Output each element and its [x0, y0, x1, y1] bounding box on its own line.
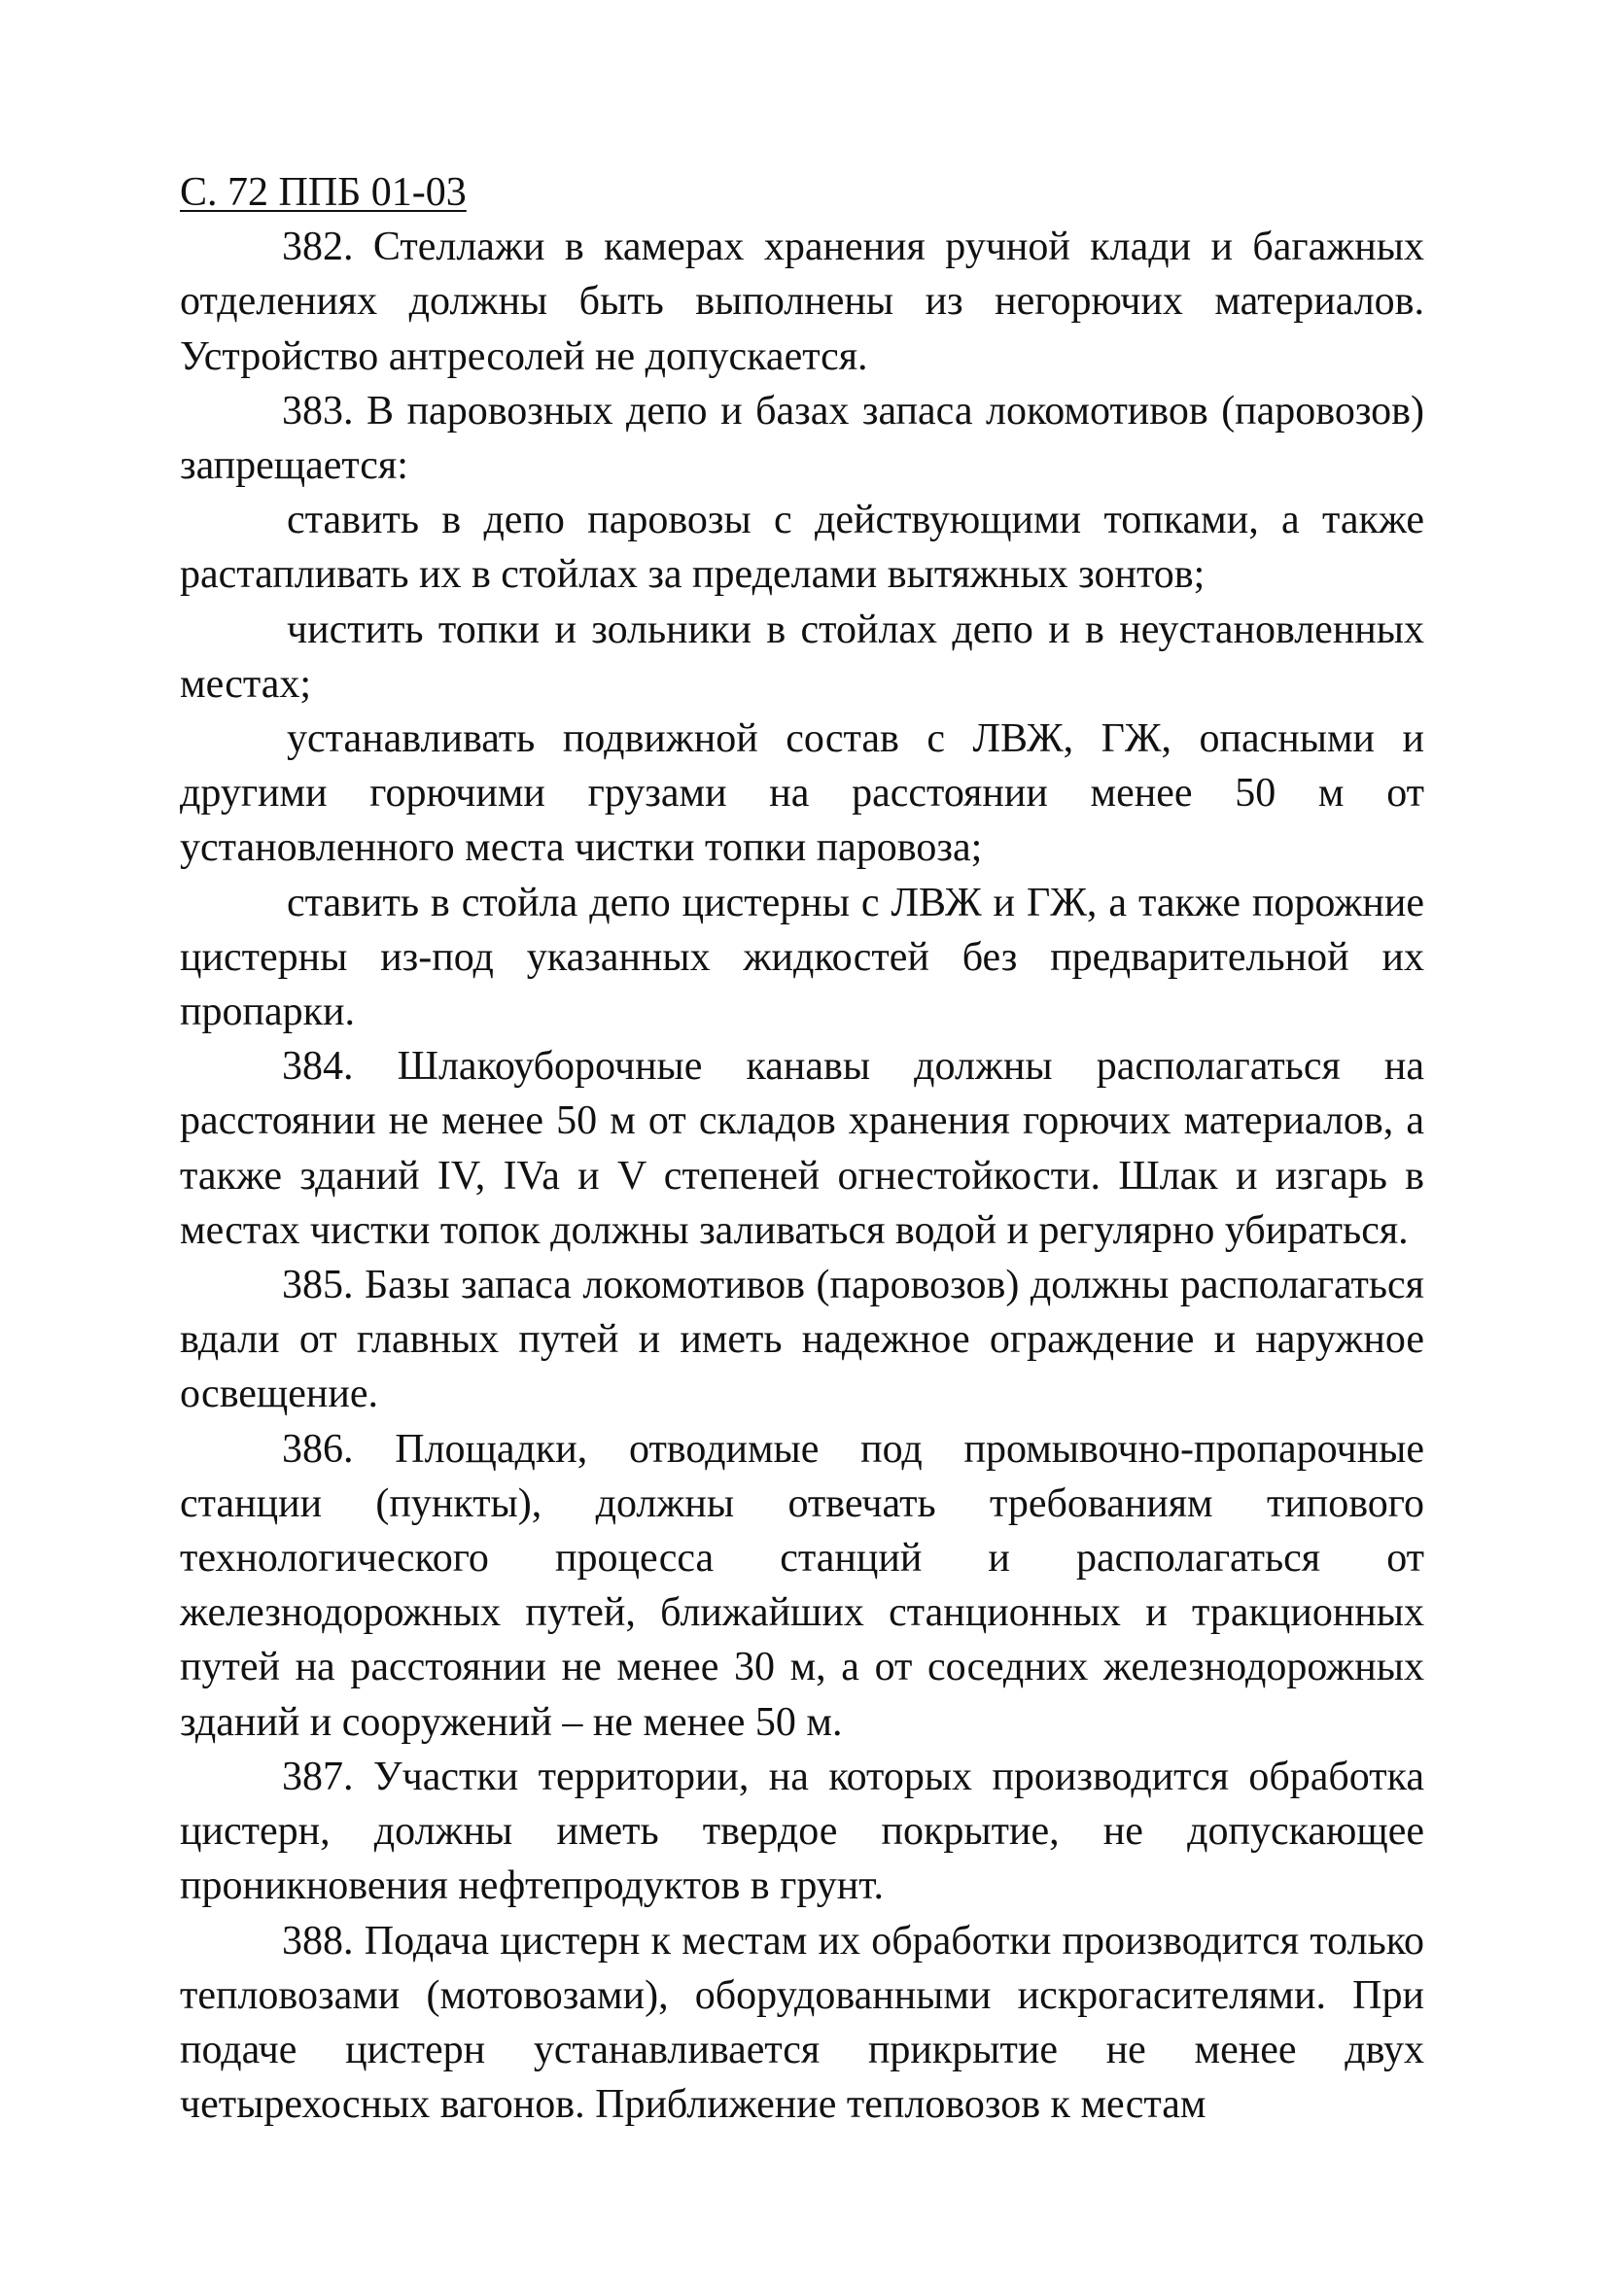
paragraph-383-item-4: ставить в стойла депо цистерны с ЛВЖ и ГЖ, а также порожние цистерны из-под указанных жидкостей без предварительной их пропарки.: [180, 880, 1424, 1035]
paragraph-386: 386. Площадки, отводимые под промывочно-пропарочные станции (пункты), должны отвечать требованиям типового технологического процесса станций и располагаться от железнодорожных путей, ближайших станционных и тракционных путей на расстоянии не менее 30 м, а от соседних железнодорожных зданий и сооружений – не менее 50 м.: [180, 1426, 1424, 1745]
paragraph-383-item-3: устанавливать подвижной состав с ЛВЖ, ГЖ, опасными и другими горючими грузами на расстоянии менее 50 м от установленного места чистки топки паровоза;: [180, 716, 1424, 871]
paragraph-385: 385. Базы запаса локомотивов (паровозов) должны располагаться вдали от главных путей и иметь надежное ограждение и наружное освещение.: [180, 1263, 1424, 1417]
paragraph-383-item-2: чистить топки и зольники в стойлах депо и в неустановленных местах;: [180, 607, 1424, 707]
paragraph-388: 388. Подача цистерн к местам их обработки производится только тепловозами (мотовозами), оборудованными искрогасителями. При подаче цистерн устанавливается прикрытие не менее двух четырехосных вагонов. Приближение тепловозов к местам: [180, 1918, 1424, 2128]
paragraph-387: 387. Участки территории, на которых производится обработка цистерн, должны иметь твердое покрытие, не допускающее проникновения нефтепродуктов в грунт.: [180, 1754, 1424, 1909]
paragraph-383: 383. В паровозных депо и базах запаса локомотивов (паровозов) запрещается:: [180, 388, 1424, 489]
page-header: С. 72 ППБ 01-03: [180, 170, 467, 215]
paragraph-383-item-1: ставить в депо паровозы с действующими топками, а также растапливать их в стойлах за пределами вытяжных зонтов;: [180, 498, 1424, 598]
document-page: [180, 165, 1424, 2132]
paragraph-382: 382. Стеллажи в камерах хранения ручной клади и багажных отделениях должны быть выполнены из негорючих материалов. Устройство антресолей не допускается.: [180, 225, 1424, 379]
paragraph-384: 384. Шлакоуборочные канавы должны располагаться на расстоянии не менее 50 м от складов хранения горючих материалов, а также зданий IV, IVa и V степеней огнестойкости. Шлак и изгарь в местах чистки топок должны заливаться водой и регулярно убираться.: [180, 1044, 1424, 1253]
